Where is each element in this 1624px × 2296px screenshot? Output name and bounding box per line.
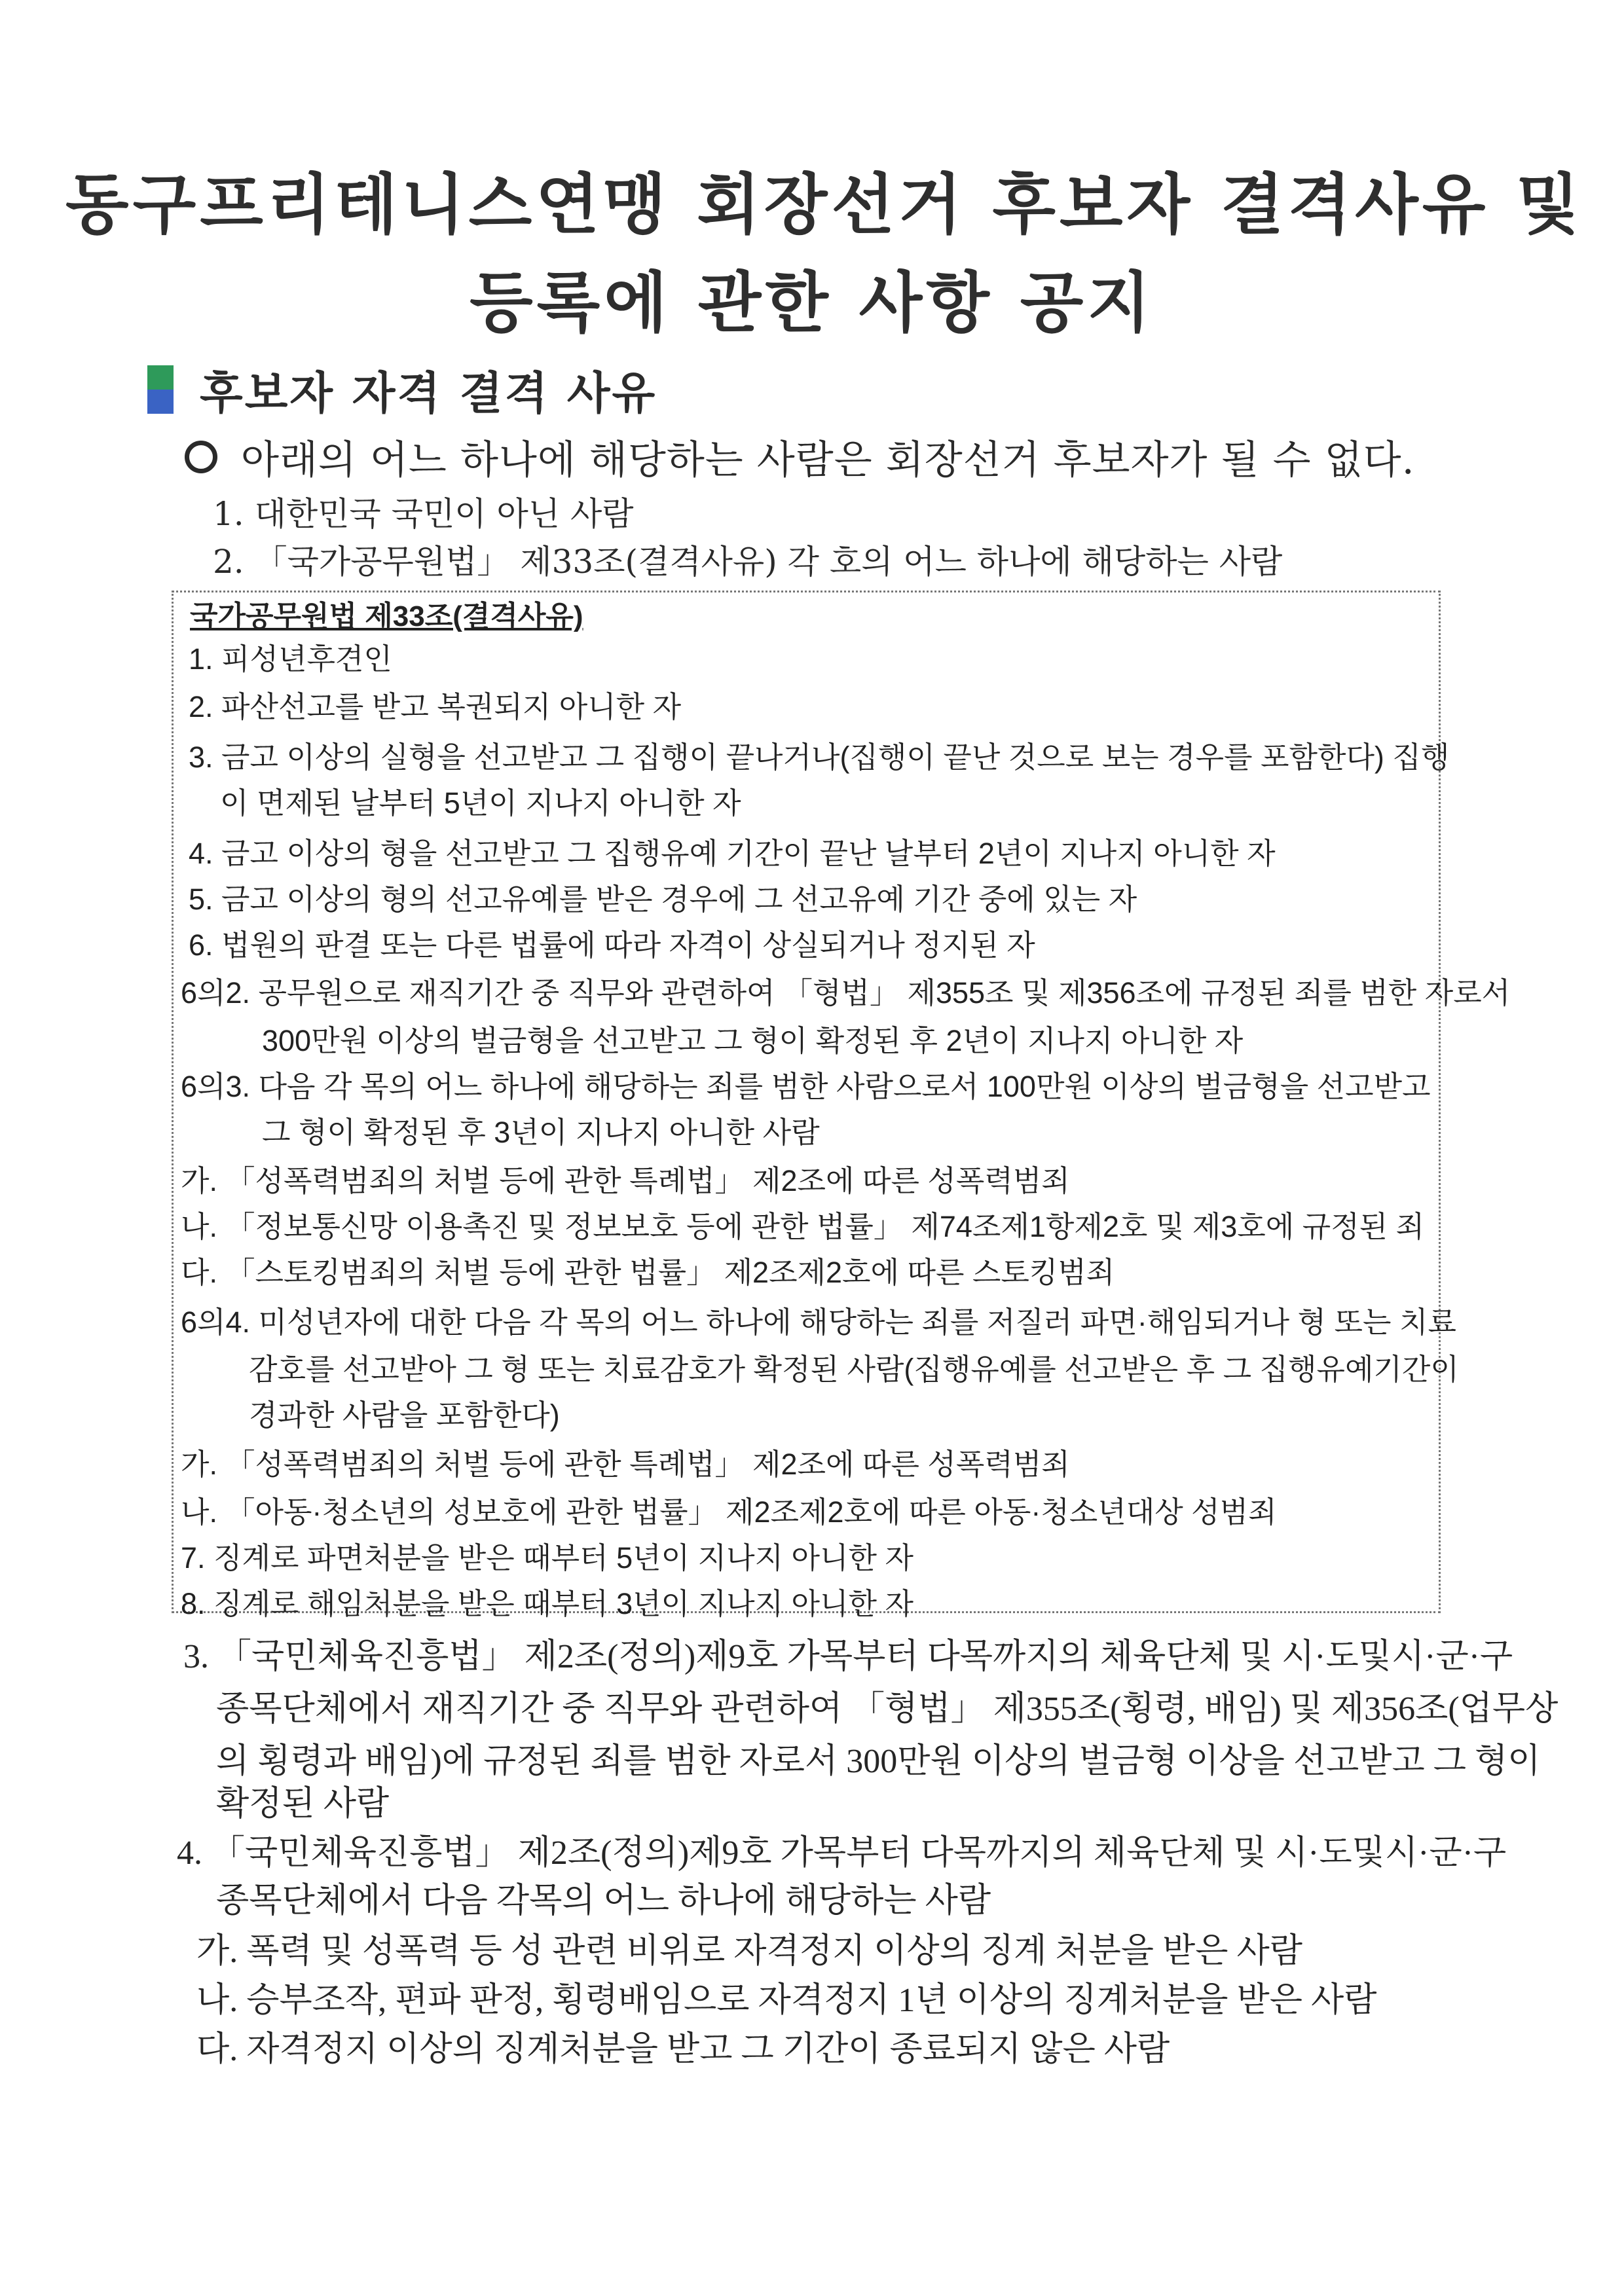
list-item: 가. 폭력 및 성폭력 등 성 관련 비위로 자격정지 이상의 징계 처분을 받은 사람 <box>196 1933 1302 1970</box>
list-item: 2. 「국가공무원법」 제33조(결격사유) 각 호의 어느 하나에 해당하는 사람 <box>213 543 1283 581</box>
page-title-line-2: 등록에 관한 사항 공지 <box>470 264 1154 341</box>
law-box-line: 5. 금고 이상의 형의 선고유예를 받은 경우에 그 선고유예 기간 중에 있는 자 <box>189 883 1137 916</box>
section-header <box>147 357 657 422</box>
circle-bullet-icon <box>185 441 217 473</box>
list-item: 확정된 사람 <box>216 1785 390 1823</box>
law-box-line: 6. 법원의 판결 또는 다른 법률에 따라 자격이 상실되거나 정지된 자 <box>189 928 1035 962</box>
law-box-line: 감호를 선고받아 그 형 또는 치료감호가 확정된 사람(집행유예를 선고받은 후 그 집행유예기간이 <box>249 1353 1459 1386</box>
law-box-line: 300만원 이상의 벌금형을 선고받고 그 형이 확정된 후 2년이 지나지 아니한 자 <box>262 1024 1244 1057</box>
law-box-line: 경과한 사람을 포함한다) <box>249 1398 560 1432</box>
law-box-line: 나. 「아동·청소년의 성보호에 관한 법률」 제2조제2호에 따른 아동·청소년대상 성범죄 <box>181 1495 1277 1529</box>
section-label: 후보자 자격 결격 사유 <box>200 367 657 420</box>
law-box-line: 이 면제된 날부터 5년이 지나지 아니한 자 <box>220 786 741 820</box>
list-item: 의 횡령과 배임)에 규정된 죄를 범한 자로서 300만원 이상의 벌금형 이상을 선고받고 그 형이 <box>216 1743 1541 1780</box>
list-item: 1. 대한민국 국민이 아닌 사람 <box>213 495 634 533</box>
list-item: 3. 「국민체육진흥법」 제2조(정의)제9호 가목부터 다목까지의 체육단체 및 시·도및시·군·구 <box>183 1638 1513 1675</box>
law-box-line: 다. 「스토킹범죄의 처벌 등에 관한 법률」 제2조제2호에 따른 스토킹범죄 <box>181 1256 1115 1289</box>
law-box-line: 1. 피성년후견인 <box>189 642 392 676</box>
list-item: 4. 「국민체육진흥법」 제2조(정의)제9호 가목부터 다목까지의 체육단체 및 시·도및시·군·구 <box>177 1834 1507 1872</box>
law-box-line: 4. 금고 이상의 형을 선고받고 그 집행유예 기간이 끝난 날부터 2년이 지나지 아니한 자 <box>189 837 1276 870</box>
law-box-title: 국가공무원법 제33조(결격사유) <box>190 600 583 632</box>
law-box-line: 8. 징계로 해임처분을 받은 때부터 3년이 지나지 아니한 자 <box>181 1587 913 1620</box>
law-box-line: 6의4. 미성년자에 대한 다음 각 목의 어느 하나에 해당하는 죄를 저질러 파면·해임되거나 형 또는 치료 <box>181 1305 1456 1339</box>
law-box-line: 3. 금고 이상의 실형을 선고받고 그 집행이 끝나거나(집행이 끝난 것으로 보는 경우를 포함한다) 집행 <box>189 740 1450 774</box>
section-square-icon <box>147 365 174 414</box>
page-title-line-1: 동구프리테니스연맹 회장선거 후보자 결격사유 및 <box>65 166 1583 243</box>
list-item: 다. 자격정지 이상의 징계처분을 받고 그 기간이 종료되지 않은 사람 <box>196 2031 1170 2068</box>
law-box-line: 가. 「성폭력범죄의 처벌 등에 관한 특례법」 제2조에 따른 성폭력범죄 <box>181 1448 1070 1481</box>
law-box-line: 2. 파산선고를 받고 복권되지 아니한 자 <box>189 690 682 723</box>
law-box-line: 6의3. 다음 각 목의 어느 하나에 해당하는 죄를 범한 사람으로서 100만원 이상의 벌금형을 선고받고 <box>181 1070 1431 1103</box>
law-box-line: 6의2. 공무원으로 재직기간 중 직무와 관련하여 「형법」 제355조 및 제356조에 규정된 죄를 범한 자로서 <box>181 976 1511 1010</box>
list-item: 나. 승부조작, 편파 판정, 횡령배임으로 자격정지 1년 이상의 징계처분을 받은 사람 <box>196 1982 1377 2019</box>
list-item: 종목단체에서 다음 각목의 어느 하나에 해당하는 사람 <box>216 1882 991 1920</box>
law-box-line: 7. 징계로 파면처분을 받은 때부터 5년이 지나지 아니한 자 <box>181 1541 913 1575</box>
intro-statement <box>185 429 1415 485</box>
law-box-line: 그 형이 확정된 후 3년이 지나지 아니한 사람 <box>262 1116 820 1149</box>
law-box-line: 나. 「정보통신망 이용촉진 및 정보보호 등에 관한 법률」 제74조제1항제2호 및 제3호에 규정된 죄 <box>181 1210 1425 1243</box>
law-box-line: 가. 「성폭력범죄의 처벌 등에 관한 특례법」 제2조에 따른 성폭력범죄 <box>181 1164 1070 1197</box>
list-item: 종목단체에서 재직기간 중 직무와 관련하여 「형법」 제355조(횡령, 배임) 및 제356조(업무상 <box>216 1690 1559 1728</box>
page-title <box>65 156 1583 352</box>
intro-text: 아래의 어느 하나에 해당하는 사람은 회장선거 후보자가 될 수 없다. <box>241 437 1415 483</box>
